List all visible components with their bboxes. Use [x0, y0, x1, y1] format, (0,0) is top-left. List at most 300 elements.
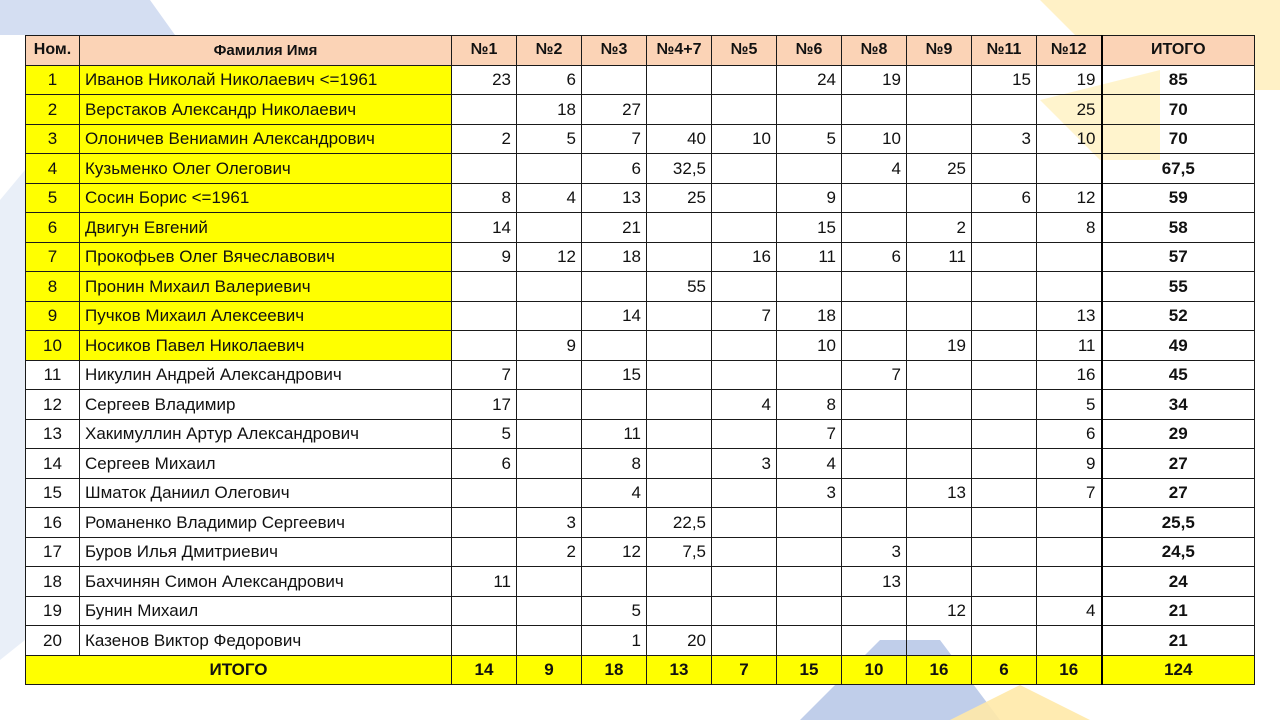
rank-cell: 14 — [26, 449, 80, 479]
score-cell — [712, 154, 777, 184]
score-cell — [647, 242, 712, 272]
rank-cell: 3 — [26, 124, 80, 154]
score-cell: 4 — [1037, 596, 1102, 626]
participant-name: Иванов Николай Николаевич <=1961 — [80, 65, 452, 95]
score-cell — [517, 478, 582, 508]
score-cell: 16 — [712, 242, 777, 272]
score-cell: 23 — [452, 65, 517, 95]
table-row — [26, 183, 1255, 213]
table-row — [26, 360, 1255, 390]
score-cell — [452, 272, 517, 302]
score-cell — [907, 567, 972, 597]
total-cell: 55 — [1102, 272, 1255, 302]
score-cell: 15 — [777, 213, 842, 243]
score-cell — [452, 154, 517, 184]
score-cell: 27 — [582, 95, 647, 125]
score-cell: 25 — [1037, 95, 1102, 125]
score-cell: 5 — [777, 124, 842, 154]
score-cell — [842, 596, 907, 626]
score-cell: 2 — [907, 213, 972, 243]
score-cell: 12 — [907, 596, 972, 626]
rank-cell: 18 — [26, 567, 80, 597]
score-cell: 16 — [1037, 360, 1102, 390]
table-row — [26, 596, 1255, 626]
score-cell — [452, 478, 517, 508]
total-cell: 27 — [1102, 449, 1255, 479]
score-cell: 18 — [517, 95, 582, 125]
participant-name: Пронин Михаил Валериевич — [80, 272, 452, 302]
score-cell: 11 — [582, 419, 647, 449]
score-cell — [712, 95, 777, 125]
score-cell — [907, 124, 972, 154]
footer-count: 18 — [582, 655, 647, 685]
score-cell: 7 — [452, 360, 517, 390]
score-cell — [907, 626, 972, 656]
score-cell: 13 — [842, 567, 907, 597]
total-cell: 59 — [1102, 183, 1255, 213]
score-cell: 6 — [517, 65, 582, 95]
table-row — [26, 478, 1255, 508]
score-cell — [712, 213, 777, 243]
score-cell — [777, 154, 842, 184]
score-cell: 21 — [582, 213, 647, 243]
total-cell: 85 — [1102, 65, 1255, 95]
participant-name: Никулин Андрей Александрович — [80, 360, 452, 390]
total-cell: 45 — [1102, 360, 1255, 390]
score-cell — [582, 331, 647, 361]
score-cell: 13 — [1037, 301, 1102, 331]
footer-count: 15 — [777, 655, 842, 685]
score-cell — [1037, 154, 1102, 184]
score-cell — [777, 360, 842, 390]
score-cell: 13 — [907, 478, 972, 508]
score-cell — [647, 95, 712, 125]
total-cell: 49 — [1102, 331, 1255, 361]
score-cell: 7 — [712, 301, 777, 331]
score-cell — [582, 508, 647, 538]
score-cell — [1037, 242, 1102, 272]
score-cell: 9 — [1037, 449, 1102, 479]
participant-name: Сергеев Владимир — [80, 390, 452, 420]
score-cell — [842, 213, 907, 243]
score-cell — [972, 213, 1037, 243]
column-header: Ном. — [26, 36, 80, 66]
score-cell — [842, 183, 907, 213]
rank-cell: 7 — [26, 242, 80, 272]
score-cell — [517, 596, 582, 626]
score-cell — [972, 449, 1037, 479]
rank-cell: 6 — [26, 213, 80, 243]
score-cell: 18 — [582, 242, 647, 272]
score-cell — [712, 478, 777, 508]
score-cell: 8 — [582, 449, 647, 479]
score-cell — [972, 301, 1037, 331]
participant-name: Олоничев Вениамин Александрович — [80, 124, 452, 154]
score-cell — [907, 449, 972, 479]
column-header: №3 — [582, 36, 647, 66]
score-cell: 8 — [452, 183, 517, 213]
score-cell — [972, 390, 1037, 420]
total-cell: 57 — [1102, 242, 1255, 272]
table-row — [26, 95, 1255, 125]
score-cell — [517, 390, 582, 420]
table-row — [26, 301, 1255, 331]
score-cell — [907, 360, 972, 390]
score-cell — [712, 360, 777, 390]
score-cell — [517, 301, 582, 331]
rank-cell: 1 — [26, 65, 80, 95]
score-cell — [647, 65, 712, 95]
score-cell: 3 — [712, 449, 777, 479]
footer-count: 16 — [1037, 655, 1102, 685]
score-cell: 11 — [907, 242, 972, 272]
column-header: №11 — [972, 36, 1037, 66]
column-header: №12 — [1037, 36, 1102, 66]
score-cell — [647, 478, 712, 508]
score-cell — [972, 626, 1037, 656]
footer-total: 124 — [1102, 655, 1255, 685]
score-cell — [907, 272, 972, 302]
score-cell: 3 — [842, 537, 907, 567]
score-cell: 10 — [842, 124, 907, 154]
participant-name: Казенов Виктор Федорович — [80, 626, 452, 656]
score-cell: 2 — [452, 124, 517, 154]
score-cell: 22,5 — [647, 508, 712, 538]
footer-row — [26, 655, 1255, 685]
score-cell — [1037, 567, 1102, 597]
score-cell — [647, 596, 712, 626]
total-cell: 70 — [1102, 124, 1255, 154]
participant-name: Прокофьев Олег Вячеславович — [80, 242, 452, 272]
score-cell — [1037, 272, 1102, 302]
score-cell: 17 — [452, 390, 517, 420]
score-cell — [647, 360, 712, 390]
score-cell — [517, 567, 582, 597]
table-row — [26, 242, 1255, 272]
score-cell: 19 — [907, 331, 972, 361]
score-cell — [452, 626, 517, 656]
score-cell: 6 — [582, 154, 647, 184]
table-row — [26, 419, 1255, 449]
footer-count: 9 — [517, 655, 582, 685]
score-cell: 5 — [1037, 390, 1102, 420]
score-cell — [712, 626, 777, 656]
score-cell: 5 — [452, 419, 517, 449]
participant-name: Хакимуллин Артур Александрович — [80, 419, 452, 449]
score-cell — [972, 508, 1037, 538]
score-cell — [972, 331, 1037, 361]
score-cell — [972, 596, 1037, 626]
score-cell: 13 — [582, 183, 647, 213]
column-header: №2 — [517, 36, 582, 66]
total-cell: 24,5 — [1102, 537, 1255, 567]
score-cell — [582, 390, 647, 420]
score-cell — [842, 508, 907, 538]
score-cell — [452, 301, 517, 331]
column-header: №5 — [712, 36, 777, 66]
participant-name: Пучков Михаил Алексеевич — [80, 301, 452, 331]
table-row — [26, 124, 1255, 154]
score-cell — [842, 272, 907, 302]
rank-cell: 5 — [26, 183, 80, 213]
score-cell: 15 — [582, 360, 647, 390]
table-row — [26, 449, 1255, 479]
score-cell: 10 — [777, 331, 842, 361]
score-cell: 7 — [842, 360, 907, 390]
score-cell — [582, 567, 647, 597]
score-cell: 14 — [452, 213, 517, 243]
score-cell — [777, 567, 842, 597]
table-row — [26, 626, 1255, 656]
score-cell — [907, 95, 972, 125]
total-cell: 29 — [1102, 419, 1255, 449]
score-cell — [842, 390, 907, 420]
rank-cell: 9 — [26, 301, 80, 331]
score-cell — [517, 213, 582, 243]
score-cell — [842, 449, 907, 479]
score-cell — [712, 65, 777, 95]
score-cell — [452, 331, 517, 361]
total-cell: 52 — [1102, 301, 1255, 331]
score-cell — [517, 154, 582, 184]
total-cell: 27 — [1102, 478, 1255, 508]
footer-count: 16 — [907, 655, 972, 685]
participant-name: Бунин Михаил — [80, 596, 452, 626]
score-cell — [907, 390, 972, 420]
score-cell: 7,5 — [647, 537, 712, 567]
score-cell: 7 — [582, 124, 647, 154]
footer-count: 13 — [647, 655, 712, 685]
score-cell — [907, 537, 972, 567]
table-body — [26, 65, 1255, 655]
score-cell: 12 — [1037, 183, 1102, 213]
score-cell: 10 — [712, 124, 777, 154]
score-cell: 4 — [517, 183, 582, 213]
footer-count: 14 — [452, 655, 517, 685]
score-cell — [712, 508, 777, 538]
total-cell: 21 — [1102, 596, 1255, 626]
rank-cell: 17 — [26, 537, 80, 567]
score-cell: 1 — [582, 626, 647, 656]
column-header: Фамилия Имя — [80, 36, 452, 66]
score-cell — [907, 419, 972, 449]
participant-name: Кузьменко Олег Олегович — [80, 154, 452, 184]
score-cell: 4 — [842, 154, 907, 184]
score-cell — [842, 478, 907, 508]
score-cell: 14 — [582, 301, 647, 331]
score-cell: 9 — [452, 242, 517, 272]
score-cell — [712, 419, 777, 449]
score-cell — [647, 567, 712, 597]
table-row — [26, 272, 1255, 302]
score-cell: 20 — [647, 626, 712, 656]
score-cell: 10 — [1037, 124, 1102, 154]
score-cell — [842, 95, 907, 125]
score-cell — [972, 419, 1037, 449]
column-header: №4+7 — [647, 36, 712, 66]
score-cell: 15 — [972, 65, 1037, 95]
column-header: №6 — [777, 36, 842, 66]
score-cell — [712, 596, 777, 626]
score-cell: 6 — [842, 242, 907, 272]
total-cell: 24 — [1102, 567, 1255, 597]
score-cell — [1037, 508, 1102, 538]
column-header: №9 — [907, 36, 972, 66]
score-cell — [907, 301, 972, 331]
header-row — [26, 36, 1255, 66]
score-cell: 5 — [582, 596, 647, 626]
score-cell: 8 — [1037, 213, 1102, 243]
score-cell: 6 — [972, 183, 1037, 213]
rank-cell: 20 — [26, 626, 80, 656]
participant-name: Буров Илья Дмитриевич — [80, 537, 452, 567]
participant-name: Бахчинян Симон Александрович — [80, 567, 452, 597]
score-cell — [647, 213, 712, 243]
footer-count: 10 — [842, 655, 907, 685]
score-cell: 4 — [712, 390, 777, 420]
score-cell — [517, 360, 582, 390]
score-cell: 40 — [647, 124, 712, 154]
score-cell: 9 — [777, 183, 842, 213]
rank-cell: 19 — [26, 596, 80, 626]
score-cell — [972, 567, 1037, 597]
score-cell — [972, 154, 1037, 184]
score-cell: 3 — [777, 478, 842, 508]
score-cell — [647, 331, 712, 361]
score-cell — [777, 508, 842, 538]
score-cell: 19 — [1037, 65, 1102, 95]
participant-name: Шматок Даниил Олегович — [80, 478, 452, 508]
score-cell — [777, 95, 842, 125]
score-cell — [452, 596, 517, 626]
score-cell — [582, 272, 647, 302]
participant-name: Верстаков Александр Николаевич — [80, 95, 452, 125]
table-row — [26, 331, 1255, 361]
score-cell: 11 — [777, 242, 842, 272]
rank-cell: 16 — [26, 508, 80, 538]
rank-cell: 15 — [26, 478, 80, 508]
score-cell — [842, 301, 907, 331]
column-header: №8 — [842, 36, 907, 66]
table-row — [26, 390, 1255, 420]
score-cell — [517, 272, 582, 302]
participant-name: Двигун Евгений — [80, 213, 452, 243]
score-cell: 18 — [777, 301, 842, 331]
score-cell: 5 — [517, 124, 582, 154]
score-cell — [712, 331, 777, 361]
score-cell — [452, 508, 517, 538]
score-cell: 25 — [907, 154, 972, 184]
score-cell — [452, 537, 517, 567]
score-cell: 11 — [452, 567, 517, 597]
score-cell: 19 — [842, 65, 907, 95]
rank-cell: 11 — [26, 360, 80, 390]
participant-name: Сосин Борис <=1961 — [80, 183, 452, 213]
score-cell — [777, 596, 842, 626]
score-cell — [907, 65, 972, 95]
score-cell — [777, 272, 842, 302]
score-cell: 24 — [777, 65, 842, 95]
score-cell: 7 — [1037, 478, 1102, 508]
score-cell — [517, 419, 582, 449]
deco-blue-top-left — [0, 0, 175, 35]
table-row — [26, 567, 1255, 597]
score-cell — [972, 272, 1037, 302]
score-cell — [842, 419, 907, 449]
score-cell — [777, 537, 842, 567]
score-cell: 4 — [777, 449, 842, 479]
score-cell — [452, 95, 517, 125]
score-cell — [842, 331, 907, 361]
participant-name: Романенко Владимир Сергеевич — [80, 508, 452, 538]
total-cell: 67,5 — [1102, 154, 1255, 184]
rank-cell: 4 — [26, 154, 80, 184]
score-cell — [712, 537, 777, 567]
score-cell — [972, 478, 1037, 508]
score-cell: 25 — [647, 183, 712, 213]
score-cell — [777, 626, 842, 656]
score-cell — [842, 626, 907, 656]
footer-label: ИТОГО — [26, 655, 452, 685]
score-cell — [647, 449, 712, 479]
score-cell — [972, 360, 1037, 390]
score-cell — [972, 95, 1037, 125]
score-cell: 8 — [777, 390, 842, 420]
score-cell: 2 — [517, 537, 582, 567]
score-cell — [907, 183, 972, 213]
table-row — [26, 154, 1255, 184]
score-cell — [1037, 626, 1102, 656]
total-cell: 25,5 — [1102, 508, 1255, 538]
participant-name: Носиков Павел Николаевич — [80, 331, 452, 361]
score-cell — [712, 183, 777, 213]
score-cell: 12 — [517, 242, 582, 272]
results-table — [25, 35, 1255, 685]
score-cell — [647, 301, 712, 331]
rank-cell: 12 — [26, 390, 80, 420]
score-cell: 6 — [452, 449, 517, 479]
score-cell — [517, 449, 582, 479]
table-row — [26, 213, 1255, 243]
rank-cell: 10 — [26, 331, 80, 361]
footer-count: 7 — [712, 655, 777, 685]
score-cell: 6 — [1037, 419, 1102, 449]
score-cell: 32,5 — [647, 154, 712, 184]
score-cell — [647, 390, 712, 420]
score-cell: 7 — [777, 419, 842, 449]
score-cell — [582, 65, 647, 95]
deco-blue-left — [0, 170, 25, 660]
score-cell — [1037, 537, 1102, 567]
score-cell — [907, 508, 972, 538]
rank-cell: 8 — [26, 272, 80, 302]
score-cell: 9 — [517, 331, 582, 361]
score-cell — [712, 567, 777, 597]
score-cell: 11 — [1037, 331, 1102, 361]
score-cell: 3 — [517, 508, 582, 538]
total-cell: 70 — [1102, 95, 1255, 125]
score-cell — [972, 242, 1037, 272]
score-cell — [712, 272, 777, 302]
score-cell: 4 — [582, 478, 647, 508]
participant-name: Сергеев Михаил — [80, 449, 452, 479]
score-cell: 3 — [972, 124, 1037, 154]
score-cell: 12 — [582, 537, 647, 567]
table-row — [26, 537, 1255, 567]
score-cell: 55 — [647, 272, 712, 302]
rank-cell: 13 — [26, 419, 80, 449]
total-cell: 21 — [1102, 626, 1255, 656]
